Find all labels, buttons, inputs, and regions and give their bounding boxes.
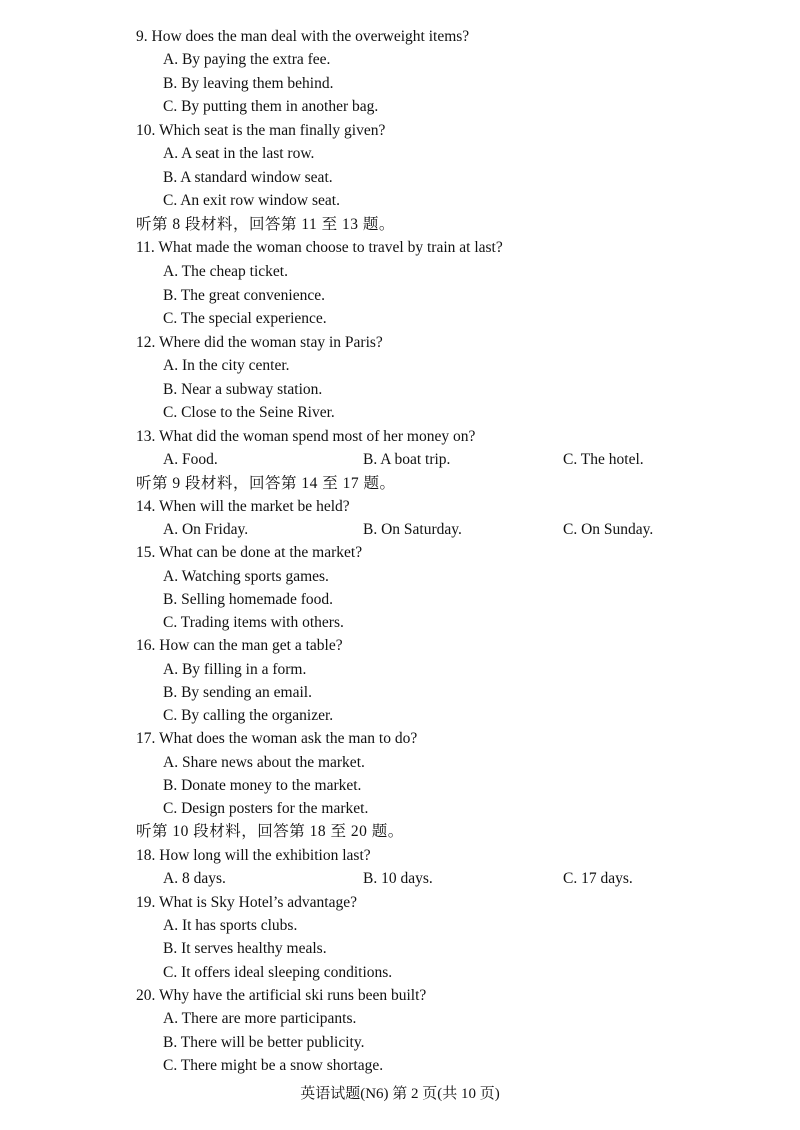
- page-footer: 英语试题(N6) 第 2 页(共 10 页): [300, 1086, 500, 1102]
- question-20: 20. Why have the artificial ski runs been built?: [136, 987, 427, 1004]
- option-12a: A. In the city center.: [163, 357, 290, 374]
- option-17b: B. Donate money to the market.: [163, 777, 362, 794]
- option-14a: A. On Friday.: [163, 521, 249, 538]
- option-11c: C. The special experience.: [163, 310, 327, 327]
- option-16c: C. By calling the organizer.: [163, 707, 334, 724]
- option-18b: B. 10 days.: [363, 870, 433, 887]
- option-16a: A. By filling in a form.: [163, 661, 307, 678]
- option-14c: C. On Sunday.: [563, 521, 654, 538]
- question-19: 19. What is Sky Hotel’s advantage?: [136, 894, 357, 911]
- option-11b: B. The great convenience.: [163, 287, 325, 304]
- options-row-18: [163, 867, 740, 890]
- option-18c: C. 17 days.: [563, 870, 633, 887]
- question-11: 11. What made the woman choose to travel by train at last?: [136, 239, 503, 256]
- option-13a: A. Food.: [163, 451, 218, 468]
- option-20c: C. There might be a snow shortage.: [163, 1057, 384, 1074]
- option-20b: B. There will be better publicity.: [163, 1034, 365, 1051]
- options-row-13: [163, 448, 740, 471]
- option-11a: A. The cheap ticket.: [163, 263, 288, 280]
- option-19b: B. It serves healthy meals.: [163, 940, 327, 957]
- option-19a: A. It has sports clubs.: [163, 917, 298, 934]
- option-17c: C. Design posters for the market.: [163, 800, 369, 817]
- section-header-9: 听第 9 段材料，回答第 14 至 17 题。: [136, 475, 396, 492]
- question-17: 17. What does the woman ask the man to do?: [136, 730, 418, 747]
- option-9a: A. By paying the extra fee.: [163, 51, 331, 68]
- question-10: 10. Which seat is the man finally given?: [136, 122, 386, 139]
- question-13: 13. What did the woman spend most of her money on?: [136, 428, 476, 445]
- option-20a: A. There are more participants.: [163, 1010, 357, 1027]
- option-10b: B. A standard window seat.: [163, 169, 333, 186]
- option-15b: B. Selling homemade food.: [163, 591, 334, 608]
- section-header-10: 听第 10 段材料，回答第 18 至 20 题。: [136, 823, 404, 840]
- question-16: 16. How can the man get a table?: [136, 637, 343, 654]
- section-header-8: 听第 8 段材料，回答第 11 至 13 题。: [136, 216, 395, 233]
- question-9: 9. How does the man deal with the overweight items?: [136, 28, 470, 45]
- option-12b: B. Near a subway station.: [163, 381, 323, 398]
- option-13c: C. The hotel.: [563, 451, 644, 468]
- option-14b: B. On Saturday.: [363, 521, 462, 538]
- option-10a: A. A seat in the last row.: [163, 145, 315, 162]
- option-18a: A. 8 days.: [163, 870, 226, 887]
- option-12c: C. Close to the Seine River.: [163, 404, 335, 421]
- option-10c: C. An exit row window seat.: [163, 192, 340, 209]
- options-row-14: [163, 518, 740, 541]
- option-15c: C. Trading items with others.: [163, 614, 344, 631]
- option-16b: B. By sending an email.: [163, 684, 312, 701]
- option-13b: B. A boat trip.: [363, 451, 451, 468]
- question-14: 14. When will the market be held?: [136, 498, 350, 515]
- option-15a: A. Watching sports games.: [163, 568, 329, 585]
- option-9c: C. By putting them in another bag.: [163, 98, 379, 115]
- question-18: 18. How long will the exhibition last?: [136, 847, 371, 864]
- option-9b: B. By leaving them behind.: [163, 75, 334, 92]
- question-15: 15. What can be done at the market?: [136, 544, 363, 561]
- option-19c: C. It offers ideal sleeping conditions.: [163, 964, 393, 981]
- option-17a: A. Share news about the market.: [163, 754, 365, 771]
- question-12: 12. Where did the woman stay in Paris?: [136, 334, 383, 351]
